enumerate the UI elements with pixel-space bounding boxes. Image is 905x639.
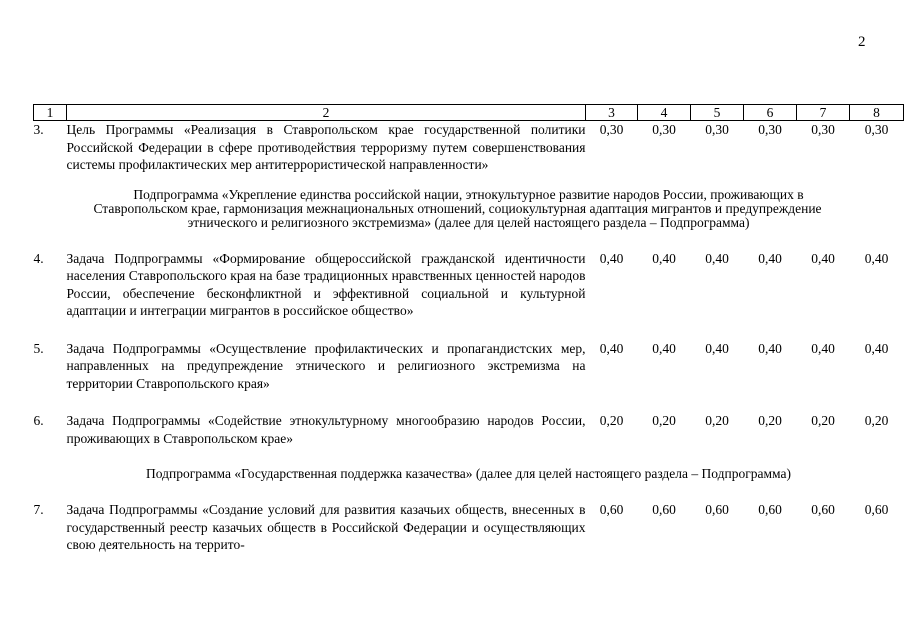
row-text: Задача Подпрограммы «Формирование общероссийской гражданской идентичности населения Ставропольского края на базе традиционных нравственных ценностей народов России, обеспечение бесконфликтной и эффективной социальной и культурной адаптации и интеграции мигрантов в российское общество» <box>66 250 586 318</box>
row-value: 0,60 <box>652 502 676 517</box>
column-header: 7 <box>797 105 850 121</box>
row-value: 0,60 <box>705 502 729 517</box>
row-value: 0,30 <box>811 122 835 137</box>
column-header: 4 <box>638 105 691 121</box>
subprogram-heading-row <box>34 188 904 230</box>
row-value: 0,60 <box>758 502 782 517</box>
row-number: 3. <box>33 122 44 137</box>
row-value: 0,20 <box>811 413 835 428</box>
row-value: 0,30 <box>599 122 624 137</box>
row-value: 0,40 <box>705 250 729 266</box>
subprogram-heading <box>34 188 904 230</box>
table-row <box>34 412 904 447</box>
page-number: 2 <box>858 34 866 50</box>
row-value: 0,20 <box>864 413 889 428</box>
table-row <box>34 250 904 320</box>
row-number: 7. <box>33 502 44 517</box>
row-value: 0,20 <box>705 413 729 428</box>
row-value: 0,40 <box>864 250 889 266</box>
column-header: 2 <box>67 105 586 121</box>
row-value: 0,40 <box>811 340 835 356</box>
row-value: 0,40 <box>758 340 782 356</box>
subprogram-heading-row <box>34 467 904 481</box>
column-header: 6 <box>744 105 797 121</box>
column-header: 8 <box>850 105 904 121</box>
row-value: 0,20 <box>758 413 782 428</box>
row-value: 0,40 <box>758 250 782 266</box>
row-value: 0,40 <box>705 340 729 356</box>
indicators-table <box>33 104 904 554</box>
row-value: 0,40 <box>652 340 676 356</box>
row-text: Задача Подпрограммы «Осуществление профилактических и пропагандистских мер, направленных на предупреждение этнического и религиозного экстремизма на территории Ставропольского края» <box>66 340 586 391</box>
subprogram-heading <box>34 467 904 481</box>
row-value: 0,40 <box>599 250 624 266</box>
column-header: 3 <box>586 105 638 121</box>
row-text: Задача Подпрограммы «Создание условий для развития казачьих обществ, внесенных в государственный реестр казачьих обществ в Российской Федерации и осуществляющих свою деятельность на террито- <box>66 502 586 552</box>
row-value: 0,40 <box>864 340 889 356</box>
subprogram-heading-line: этнического и религиозного экстремизма» (далее для целей настоящего раздела – Подпрограмма) <box>187 214 750 230</box>
row-text: Задача Подпрограммы «Содействие этнокультурному многообразию народов России, проживающих в Ставропольском крае» <box>66 413 586 446</box>
subprogram-heading-line: Подпрограмма «Государственная поддержка казачества» (далее для целей настоящего раздела – Подпрограмма) <box>146 466 791 481</box>
column-header: 5 <box>691 105 744 121</box>
subprogram-heading-line: Ставропольском крае, гармонизация межнациональных отношений, социокультурная адаптация мигрантов и предупреждение <box>93 200 822 216</box>
table-row <box>34 340 904 393</box>
row-value: 0,60 <box>811 502 835 517</box>
row-text: Цель Программы «Реализация в Ставропольском крае государственной политики Российской Федерации в сфере противодействия терроризму путем совершенствования системы профилактических мер антитеррористической направленности» <box>66 122 586 172</box>
table-row <box>34 121 904 174</box>
subprogram-heading-line: Подпрограмма «Укрепление единства российской нации, этнокультурное развитие народов России, проживающих в <box>133 186 804 202</box>
row-value: 0,20 <box>599 413 624 428</box>
row-value: 0,40 <box>652 250 676 266</box>
row-number: 6. <box>33 413 44 428</box>
row-number: 5. <box>33 340 44 356</box>
row-value: 0,40 <box>599 340 624 356</box>
row-value: 0,60 <box>599 502 624 517</box>
row-value: 0,30 <box>705 122 729 137</box>
table-row <box>34 501 904 554</box>
row-number: 4. <box>33 250 44 266</box>
row-value: 0,20 <box>652 413 676 428</box>
row-value: 0,40 <box>811 250 835 266</box>
row-value: 0,60 <box>864 502 889 517</box>
column-number-row <box>34 105 904 121</box>
row-value: 0,30 <box>758 122 782 137</box>
row-value: 0,30 <box>864 122 889 137</box>
row-value: 0,30 <box>652 122 676 137</box>
column-header: 1 <box>34 105 67 121</box>
